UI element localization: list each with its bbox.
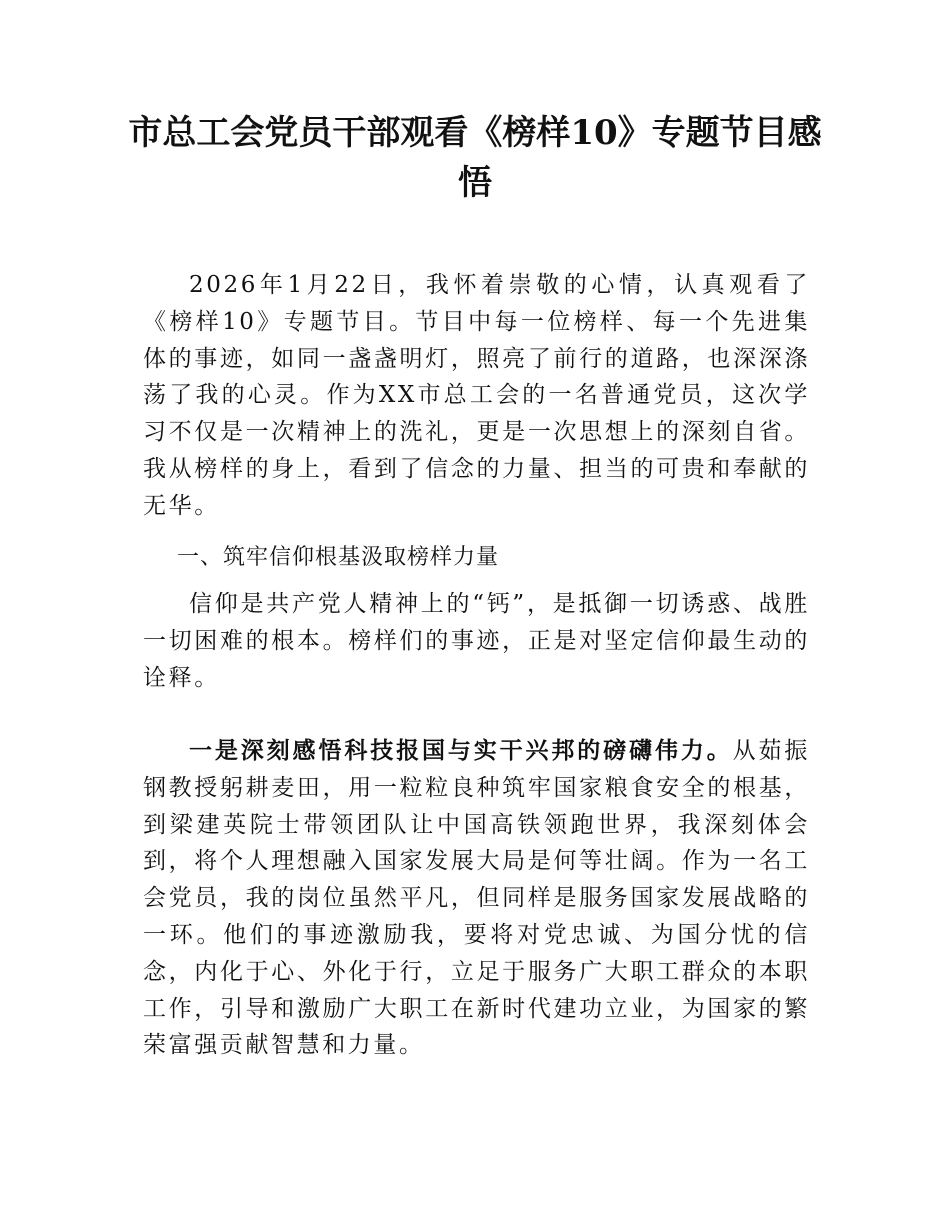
- point-1-body: 从茹振钢教授躬耕麦田，用一粒粒良种筑牢国家粮食安全的根基，到梁建英院士带领团队让中国高铁领跑世界，我深刻体会到，将个人理想融入国家发展大局是何等壮阔。作为一名工会党员，我的岗位虽然平凡，但同样是服务国家发展战略的一环。他们的事迹激励我，要将对党忠诚、为国分忧的信念，内化于心、外化于行，立足于服务广大职工群众的本职工作，引导和激励广大职工在新时代建功立业，为国家的繁荣富强贡献智慧和力量。: [143, 738, 810, 1059]
- point-1-paragraph: [143, 733, 810, 1064]
- section-1-paragraph: 信仰是共产党人精神上的“钙”，是抵御一切诱惑、战胜一切困难的根本。榜样们的事迹，正是对坚定信仰最生动的诠释。: [143, 591, 810, 691]
- intro-paragraph: 2026年1月22日，我怀着崇敬的心情，认真观看了《榜样10》专题节目。节目中每一位榜样、每一个先进集体的事迹，如同一盏盏明灯，照亮了前行的道路，也深深涤荡了我的心灵。作为XX市总工会的一名普通党员，这次学习不仅是一次精神上的洗礼，更是一次思想上的深刻自省。我从榜样的身上，看到了信念的力量、担当的可贵和奉献的无华。: [143, 272, 810, 519]
- document-title: 市总工会党员干部观看《榜样10》专题节目感悟: [128, 113, 822, 203]
- point-1-lead: 一是深刻感悟科技报国与实干兴邦的磅礴伟力。: [189, 737, 733, 764]
- section-heading-1: 一、筑牢信仰根基汲取榜样力量: [177, 545, 500, 570]
